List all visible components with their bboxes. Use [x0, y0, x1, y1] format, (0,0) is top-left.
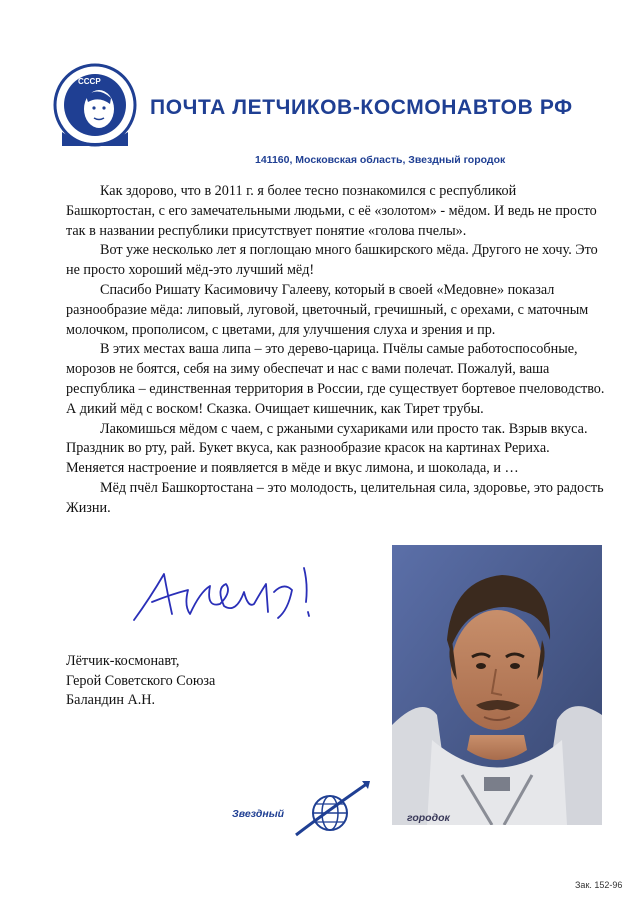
- header-title: ПОЧТА ЛЕТЧИКОВ-КОСМОНАВТОВ РФ: [150, 96, 573, 119]
- cosmonaut-logo: [52, 62, 138, 148]
- header-address: 141160, Московская область, Звездный городок: [255, 154, 506, 166]
- handwritten-signature: [128, 562, 338, 632]
- signature-block: [66, 652, 215, 711]
- footer-zvezdny: Звездный: [232, 808, 285, 820]
- order-number: Зак. 152-96: [575, 880, 623, 890]
- logo-text: СССР: [78, 77, 101, 86]
- letter-paragraph: Вот уже несколько лет я поглощаю много башкирского мёда. Другого не хочу. Это не просто хороший мёд-это лучший мёд!: [66, 242, 598, 279]
- cosmonaut-portrait: [392, 545, 602, 825]
- letter-paragraph: Мёд пчёл Башкортостана – это молодость, целительная сила, здоровье, это радость Жизни.: [66, 479, 604, 516]
- letter-body: [66, 182, 606, 519]
- globe-rocket-emblem: [292, 775, 372, 845]
- letter-paragraph: Лакомишься мёдом с чаем, с ржаными сухариками или просто так. Взрыв вкуса. Праздник во рту, рай. Букет вкуса, как разнообразие красок на картинах Рериха. Меняется настроение и появляется в мёде и вкус лимона, и шоколада, и …: [66, 420, 588, 477]
- footer-gorodok: городок: [407, 812, 450, 824]
- signer-award: Герой Советского Союза: [66, 672, 216, 689]
- letter-paragraph: В этих местах ваша липа – это дерево-царица. Пчёлы самые работоспособные, морозов не боятся, себя на зиму обеспечат и нас с вами полечат. Пожалуй, ваша республика – единственная территория в России, где существует бортевое пчеловодство. А дикий мёд с воском! Сказка. Очищает кишечник, как Тирет трубы.: [66, 341, 605, 417]
- signer-name: Баландин А.Н.: [66, 692, 156, 708]
- letter-paragraph: Спасибо Ришату Касимовичу Галееву, который в своей «Медовне» показал разнообразие мёда: липовый, луговой, цветочный, гречишный, с орехами, с маточным молочком, прополисом, с цветами, для улучшения слуха и зрения и пр.: [66, 281, 589, 338]
- letter-paragraph: Как здорово, что в 2011 г. я более тесно познакомился с республикой Башкортостан, с его замечательными людьми, с её «золотом» - мёдом. И ведь не просто так в названии республики присутствует понятие «голова пчелы».: [66, 183, 597, 239]
- signer-title: Лётчик-космонавт,: [66, 653, 180, 669]
